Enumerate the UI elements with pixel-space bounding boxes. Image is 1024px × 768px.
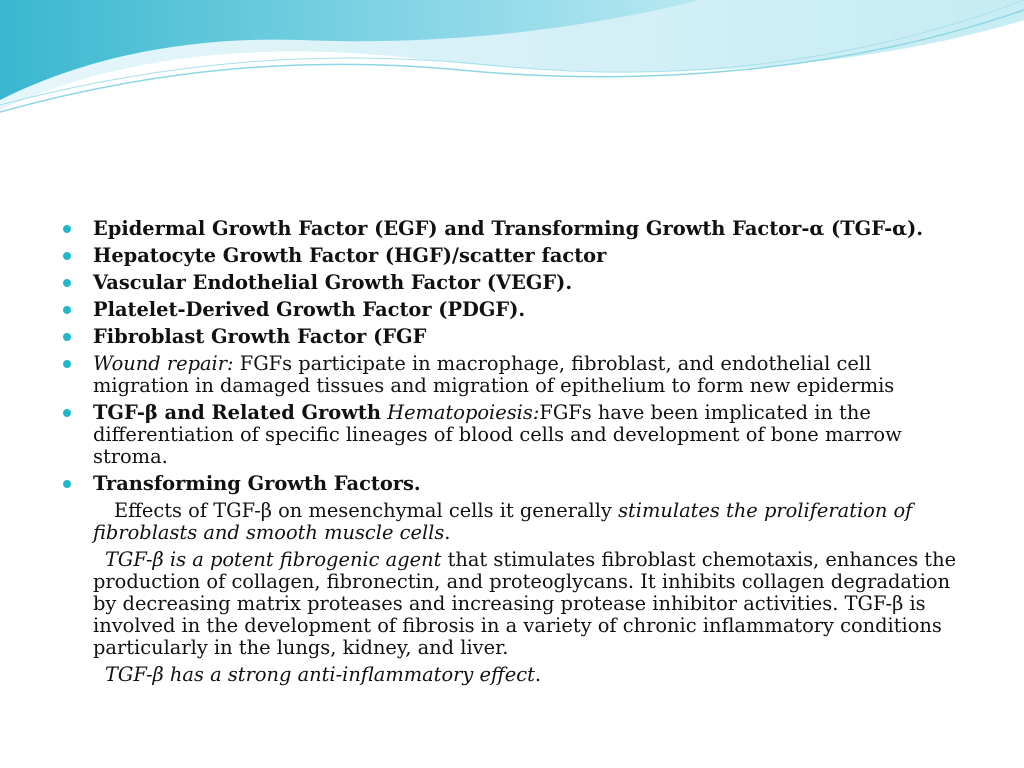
bullet-text: Epidermal Growth Factor (EGF) and Transforming Growth Factor-α (TGF-α). xyxy=(93,217,923,240)
paragraph-tail: . xyxy=(444,521,451,544)
bullet-icon xyxy=(63,333,71,341)
list-item xyxy=(62,402,962,468)
header-wave-decoration xyxy=(0,0,1024,130)
paragraph-tail: . xyxy=(534,663,542,686)
bullet-icon xyxy=(63,306,71,314)
list-item xyxy=(62,473,962,495)
bullet-lead: TGF-β and Related Growth xyxy=(93,401,381,424)
paragraph-emphasis: TGF-β has a strong anti-inflammatory effect xyxy=(105,663,535,686)
paragraph-fibrogenic xyxy=(62,549,962,659)
bullet-lead: Wound repair: xyxy=(93,352,234,375)
bullet-icon xyxy=(63,480,71,488)
bullet-icon xyxy=(63,225,71,233)
paragraph-emphasis: stimulates the proliferation of fibroblasts and smooth muscle cells xyxy=(93,499,913,544)
bullet-lead-italic: Hematopoiesis: xyxy=(387,401,540,424)
list-item xyxy=(62,299,962,321)
list-item xyxy=(62,353,962,397)
list-item xyxy=(62,245,962,267)
list-item xyxy=(62,218,962,240)
bullet-text: FGFs have been implicated in the differentiation of specific lineages of blood cells and development of bone marrow stroma. xyxy=(93,401,902,468)
bullet-text: Transforming Growth Factors. xyxy=(93,472,421,495)
bullet-icon xyxy=(63,360,71,368)
paragraph-emphasis: TGF-β is a potent fibrogenic agent xyxy=(105,548,442,571)
bullet-list xyxy=(62,218,962,495)
bullet-text: Fibroblast Growth Factor (FGF xyxy=(93,325,427,348)
paragraph-text: that stimulates fibroblast chemotaxis, enhances the production of collagen, fibronectin, and proteoglycans. It inhibits collagen degradation by decreasing matrix proteases and increasing protease inhibitor activities. TGF-β is involved in the development of fibrosis in a variety of chronic inflammatory conditions particularly in the lungs, kidney, and liver. xyxy=(93,548,957,659)
list-item xyxy=(62,272,962,294)
list-item xyxy=(62,326,962,348)
paragraph-anti-inflammatory xyxy=(62,664,962,686)
bullet-text: FGFs participate in macrophage, fibroblast, and endothelial cell migration in damaged tissues and migration of epithelium to form new epidermis xyxy=(93,352,895,397)
paragraph-effects xyxy=(62,500,962,544)
bullet-icon xyxy=(63,409,71,417)
bullet-text: Vascular Endothelial Growth Factor (VEGF). xyxy=(93,271,573,294)
slide-body xyxy=(62,218,962,691)
bullet-text: Hepatocyte Growth Factor (HGF)/scatter factor xyxy=(93,244,607,267)
bullet-text: Platelet-Derived Growth Factor (PDGF). xyxy=(93,298,526,321)
paragraph-text: Effects of TGF-β on mesenchymal cells it generally xyxy=(114,499,619,522)
bullet-icon xyxy=(63,252,71,260)
bullet-icon xyxy=(63,279,71,287)
